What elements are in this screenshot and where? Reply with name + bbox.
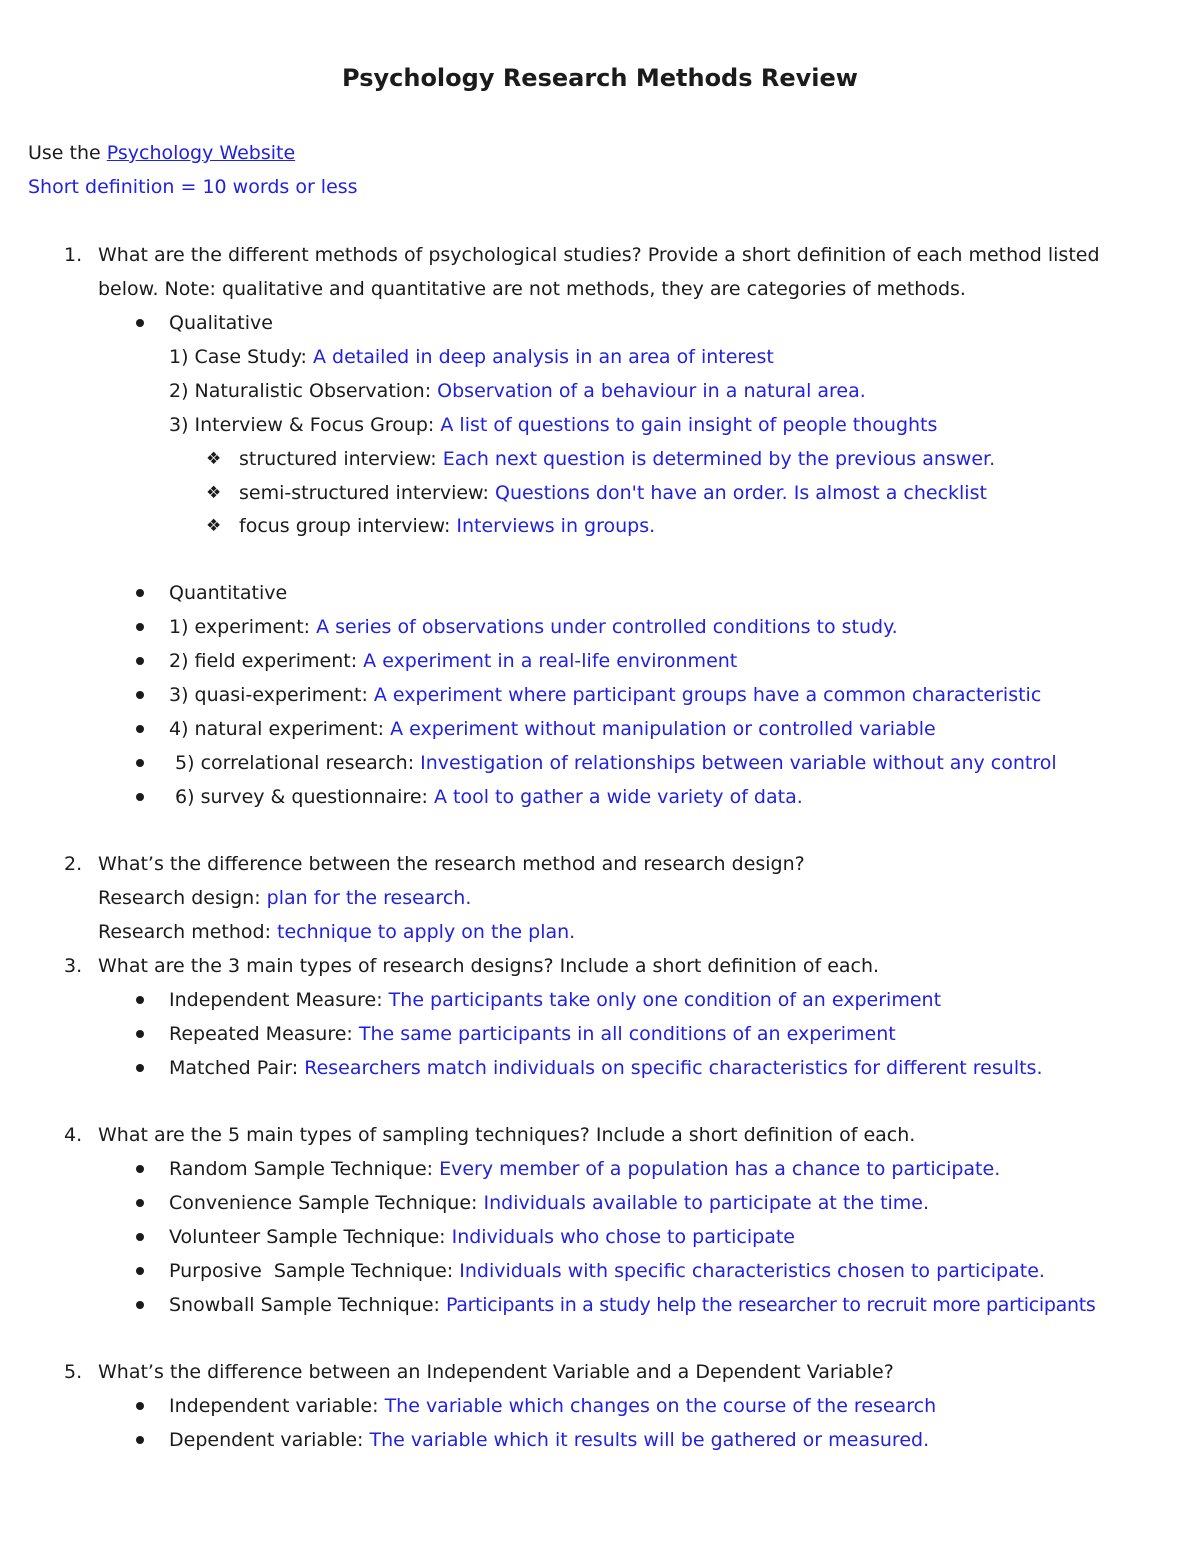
- item-answer: Questions don't have an order. Is almost a checklist: [494, 482, 987, 504]
- item-label: 6) survey & questionnaire:: [169, 786, 434, 808]
- bullet-icon: [136, 319, 144, 327]
- qualitative-item: [169, 345, 774, 369]
- question-4-text: What are the 5 main types of sampling techniques? Include a short definition of each.: [98, 1124, 916, 1146]
- diamond-bullet-icon: ❖: [206, 516, 222, 536]
- item-answer: Participants in a study help the researcher to recruit more participants: [445, 1294, 1096, 1316]
- item-answer: Individuals available to participate at the time.: [483, 1192, 930, 1214]
- psychology-website-link[interactable]: Psychology Website: [106, 142, 296, 164]
- item-label: 1) Case Study:: [169, 346, 313, 368]
- research-method-line: [98, 920, 575, 944]
- item-label: Snowball Sample Technique:: [169, 1294, 446, 1316]
- item-answer: Observation of a behaviour in a natural area.: [437, 380, 866, 402]
- item-label: focus group interview:: [239, 515, 457, 537]
- question-5-number: 5.: [64, 1361, 83, 1383]
- question-1-line-1: What are the different methods of psychological studies? Provide a short definition of each method listed: [98, 244, 1100, 266]
- qualitative-item: [169, 413, 937, 437]
- intro-prefix: Use the: [28, 142, 107, 164]
- bullet-icon: [136, 793, 144, 801]
- item-answer: Investigation of relationships between variable without any control: [420, 752, 1057, 774]
- interview-subitem: [239, 447, 995, 471]
- bullet-icon: [136, 623, 144, 631]
- diamond-bullet-icon: ❖: [206, 449, 222, 469]
- bullet-icon: [136, 1030, 144, 1038]
- bullet-icon: [136, 589, 144, 597]
- bullet-icon: [136, 996, 144, 1004]
- short-definition-note: Short definition = 10 words or less: [28, 176, 358, 198]
- bullet-icon: [136, 1233, 144, 1241]
- item-answer: technique to apply on the plan.: [277, 921, 576, 943]
- item-answer: A detailed in deep analysis in an area of interest: [313, 346, 774, 368]
- item-label: Research method:: [98, 921, 278, 943]
- bullet-icon: [136, 725, 144, 733]
- item-label: 2) Naturalistic Observation:: [169, 380, 438, 402]
- question-4-number: 4.: [64, 1124, 83, 1146]
- item-answer: A experiment without manipulation or controlled variable: [390, 718, 936, 740]
- question-2-number: 2.: [64, 853, 83, 875]
- qualitative-heading: Qualitative: [169, 312, 273, 334]
- design-item: [169, 988, 941, 1012]
- sampling-item: [169, 1225, 795, 1249]
- item-label: structured interview:: [239, 448, 443, 470]
- question-1-number: 1.: [64, 244, 83, 266]
- item-label: 3) Interview & Focus Group:: [169, 414, 441, 436]
- question-3-number: 3.: [64, 955, 83, 977]
- research-design-line: [98, 886, 471, 910]
- item-label: Independent Measure:: [169, 989, 389, 1011]
- item-label: Convenience Sample Technique:: [169, 1192, 484, 1214]
- item-label: Matched Pair:: [169, 1057, 305, 1079]
- quantitative-heading: Quantitative: [169, 582, 288, 604]
- item-label: Research design:: [98, 887, 267, 909]
- variable-item: [169, 1428, 929, 1452]
- item-answer: The participants take only one condition of an experiment: [388, 989, 942, 1011]
- diamond-bullet-icon: ❖: [206, 483, 222, 503]
- item-answer: A tool to gather a wide variety of data.: [433, 786, 803, 808]
- item-label: Random Sample Technique:: [169, 1158, 440, 1180]
- question-2-text: What’s the difference between the research method and research design?: [98, 853, 805, 875]
- item-label: Purposive Sample Technique:: [169, 1260, 460, 1282]
- item-label: 1) experiment:: [169, 616, 317, 638]
- item-label: Independent variable:: [169, 1395, 385, 1417]
- item-label: 2) field experiment:: [169, 650, 364, 672]
- item-answer: Each next question is determined by the previous answer.: [442, 448, 996, 470]
- bullet-icon: [136, 1064, 144, 1072]
- bullet-icon: [136, 1436, 144, 1444]
- item-answer: Researchers match individuals on specific characteristics for different results.: [304, 1057, 1043, 1079]
- item-answer: A list of questions to gain insight of people thoughts: [440, 414, 938, 436]
- item-label: Volunteer Sample Technique:: [169, 1226, 452, 1248]
- item-answer: The same participants in all conditions of an experiment: [358, 1023, 896, 1045]
- interview-subitem: [239, 481, 987, 505]
- bullet-icon: [136, 1199, 144, 1207]
- item-answer: The variable which it results will be gathered or measured.: [369, 1429, 930, 1451]
- item-label: Repeated Measure:: [169, 1023, 359, 1045]
- quantitative-item: [169, 751, 1057, 775]
- sampling-item: [169, 1293, 1095, 1317]
- item-label: 3) quasi-experiment:: [169, 684, 374, 706]
- item-label: semi-structured interview:: [239, 482, 495, 504]
- item-answer: Every member of a population has a chance to participate.: [439, 1158, 1001, 1180]
- bullet-icon: [136, 1267, 144, 1275]
- quantitative-item: [169, 615, 898, 639]
- quantitative-item: [169, 717, 936, 741]
- variable-item: [169, 1394, 936, 1418]
- item-label: 4) natural experiment:: [169, 718, 391, 740]
- bullet-icon: [136, 691, 144, 699]
- bullet-icon: [136, 1301, 144, 1309]
- interview-subitem: [239, 514, 655, 538]
- question-3-text: What are the 3 main types of research designs? Include a short definition of each.: [98, 955, 880, 977]
- intro-line: [28, 141, 295, 165]
- sampling-item: [169, 1191, 929, 1215]
- item-answer: Individuals who chose to participate: [451, 1226, 795, 1248]
- sampling-item: [169, 1157, 1000, 1181]
- item-label: 5) correlational research:: [169, 752, 421, 774]
- bullet-icon: [136, 1165, 144, 1173]
- item-answer: Interviews in groups.: [456, 515, 656, 537]
- bullet-icon: [136, 759, 144, 767]
- item-answer: Individuals with specific characteristics chosen to participate.: [459, 1260, 1045, 1282]
- design-item: [169, 1022, 896, 1046]
- page-title: Psychology Research Methods Review: [342, 64, 858, 92]
- question-5-text: What’s the difference between an Independent Variable and a Dependent Variable?: [98, 1361, 894, 1383]
- quantitative-item: [169, 649, 737, 673]
- bullet-icon: [136, 1402, 144, 1410]
- design-item: [169, 1056, 1042, 1080]
- bullet-icon: [136, 657, 144, 665]
- question-1-line-2: below. Note: qualitative and quantitative are not methods, they are categories of methods.: [98, 278, 966, 300]
- qualitative-item: [169, 379, 866, 403]
- item-answer: A experiment in a real-life environment: [363, 650, 738, 672]
- item-label: Dependent variable:: [169, 1429, 370, 1451]
- quantitative-item: [169, 683, 1041, 707]
- item-answer: The variable which changes on the course of the research: [384, 1395, 937, 1417]
- quantitative-item: [169, 785, 803, 809]
- item-answer: plan for the research.: [266, 887, 472, 909]
- item-answer: A series of observations under controlled conditions to study.: [316, 616, 898, 638]
- item-answer: A experiment where participant groups have a common characteristic: [373, 684, 1042, 706]
- sampling-item: [169, 1259, 1045, 1283]
